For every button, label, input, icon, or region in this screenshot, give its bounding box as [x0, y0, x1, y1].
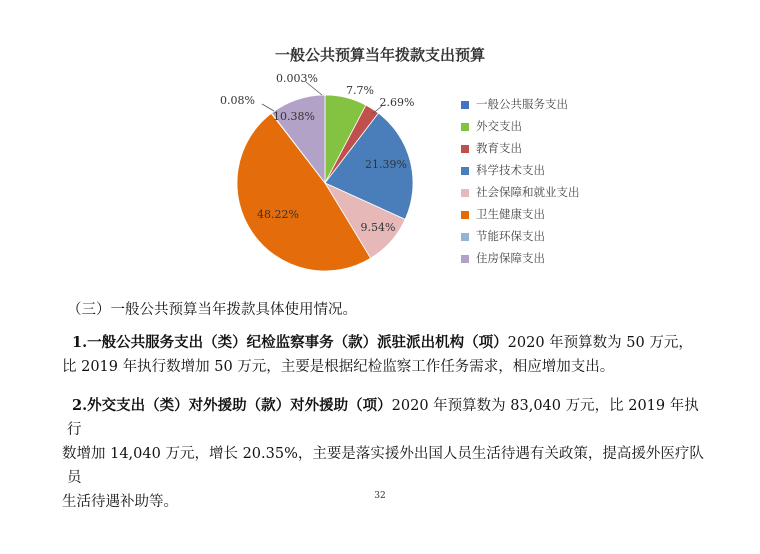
legend-item: 一般公共服务支出 — [461, 98, 580, 120]
legend-swatch — [461, 255, 469, 263]
slice-label: 9.54% — [360, 221, 396, 234]
legend-item: 科学技术支出 — [461, 164, 580, 186]
legend-swatch — [461, 145, 469, 153]
slice-label: 0.003% — [276, 72, 318, 85]
slice-label: 48.22% — [257, 208, 299, 221]
legend-item: 社会保障和就业支出 — [461, 186, 580, 208]
item2-line2: 数增加 14,040 万元，增长 20.35%，主要是落实援外出国人员生活待遇有关政策，提高援外医疗队员 — [62, 446, 704, 486]
legend-swatch — [461, 123, 469, 131]
legend-item: 住房保障支出 — [461, 252, 580, 274]
slice-label: 21.39% — [365, 158, 407, 171]
section-heading: （三）一般公共预算当年拨款具体使用情况。 — [67, 302, 357, 318]
item1-line2: 比 2019 年执行数增加 50 万元，主要是根据纪检监察工作任务需求，相应增加支出。 — [62, 359, 615, 375]
item2-line1: 2020 年预算数为 83,040 万元，比 2019 年执行 — [67, 398, 699, 438]
item1-title: 1.一般公共服务支出（类）纪检监察事务（款）派驻派出机构（项） — [72, 334, 508, 351]
item1-line1: 2020 年预算数为 50 万元， — [507, 335, 693, 351]
item2-title: 2.外交支出（类）对外援助（款）对外援助（项） — [72, 397, 392, 414]
legend-item: 节能环保支出 — [461, 230, 580, 252]
slice-label: 7.7% — [346, 84, 374, 97]
legend-swatch — [461, 167, 469, 175]
legend-item: 外交支出 — [461, 120, 580, 142]
legend-swatch — [461, 189, 469, 197]
chart-legend — [461, 98, 580, 274]
slice-label: 10.38% — [273, 110, 315, 123]
legend-swatch — [461, 233, 469, 241]
slice-label: 2.69% — [379, 96, 415, 109]
slice-label: 0.08% — [220, 94, 255, 107]
chart-title: 一般公共预算当年拨款支出预算 — [274, 46, 485, 64]
item2-line3: 生活待遇补助等。 — [62, 494, 178, 510]
page-number: 32 — [374, 491, 386, 501]
legend-swatch — [461, 101, 469, 109]
legend-item: 教育支出 — [461, 142, 580, 164]
legend-item: 卫生健康支出 — [461, 208, 580, 230]
legend-swatch — [461, 211, 469, 219]
paragraph-item1 — [62, 331, 707, 379]
